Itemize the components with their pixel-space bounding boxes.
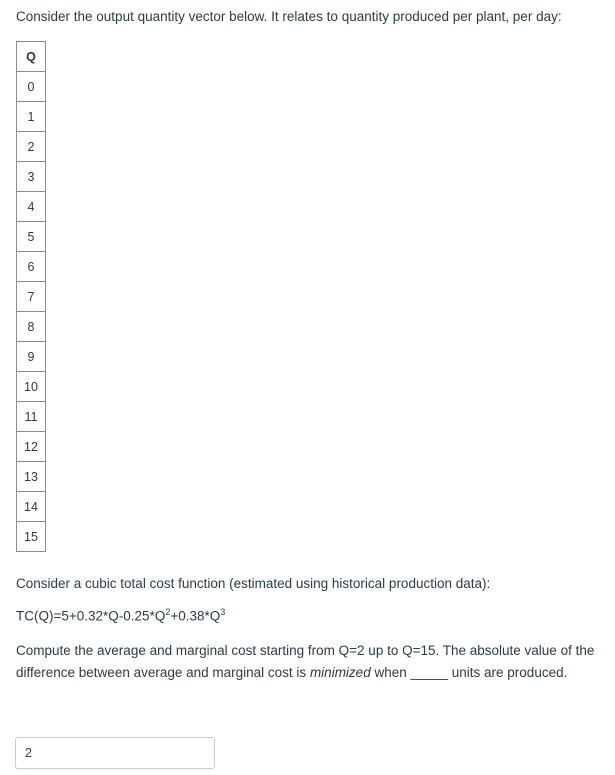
formula-part1: TC(Q)=5+0.32*Q-0.25*Q xyxy=(16,608,166,624)
table-row xyxy=(17,162,46,192)
table-row xyxy=(17,222,46,252)
cost-function-intro: Consider a cubic total cost function (estimated using historical production data): xyxy=(16,576,491,591)
table-cell-q: 0 xyxy=(17,72,46,102)
quantity-table xyxy=(16,41,46,552)
table-row xyxy=(17,522,46,552)
table-row xyxy=(17,102,46,132)
table-row xyxy=(17,132,46,162)
table-row xyxy=(17,432,46,462)
table-cell-q: 12 xyxy=(17,432,46,462)
table-cell-q: 9 xyxy=(17,342,46,372)
table-cell-q: 7 xyxy=(17,282,46,312)
answer-input[interactable]: 2 xyxy=(15,737,215,769)
table-row xyxy=(17,372,46,402)
intro-text: Consider the output quantity vector below. It relates to quantity produced per plant, per day: xyxy=(16,9,562,24)
table-cell-q: 13 xyxy=(17,462,46,492)
table-row xyxy=(17,342,46,372)
quantity-table-body xyxy=(17,72,46,552)
table-row xyxy=(17,192,46,222)
question-after: when _____ units are produced. xyxy=(370,665,568,680)
table-cell-q: 4 xyxy=(17,192,46,222)
table-header-q: Q xyxy=(17,42,46,72)
table-cell-q: 5 xyxy=(17,222,46,252)
table-cell-q: 2 xyxy=(17,132,46,162)
table-cell-q: 14 xyxy=(17,492,46,522)
table-row xyxy=(17,72,46,102)
question-text xyxy=(16,640,606,684)
formula-part2: +0.38*Q xyxy=(170,608,221,624)
table-row xyxy=(17,402,46,432)
question-before: Compute the average and marginal cost starting from Q=2 up to Q=15. The absolute value of the difference between average and marginal cost is xyxy=(16,643,595,680)
table-cell-q: 15 xyxy=(17,522,46,552)
table-row xyxy=(17,282,46,312)
formula-exp1: 2 xyxy=(165,607,171,617)
table-cell-q: 8 xyxy=(17,312,46,342)
table-cell-q: 11 xyxy=(17,402,46,432)
table-cell-q: 3 xyxy=(17,162,46,192)
table-cell-q: 10 xyxy=(17,372,46,402)
table-row xyxy=(17,492,46,522)
table-row xyxy=(17,312,46,342)
cost-formula xyxy=(16,607,225,624)
table-row xyxy=(17,462,46,492)
table-cell-q: 1 xyxy=(17,102,46,132)
formula-exp2: 3 xyxy=(220,607,226,617)
table-row xyxy=(17,252,46,282)
table-cell-q: 6 xyxy=(17,252,46,282)
question-emphasis: minimized xyxy=(309,665,371,680)
